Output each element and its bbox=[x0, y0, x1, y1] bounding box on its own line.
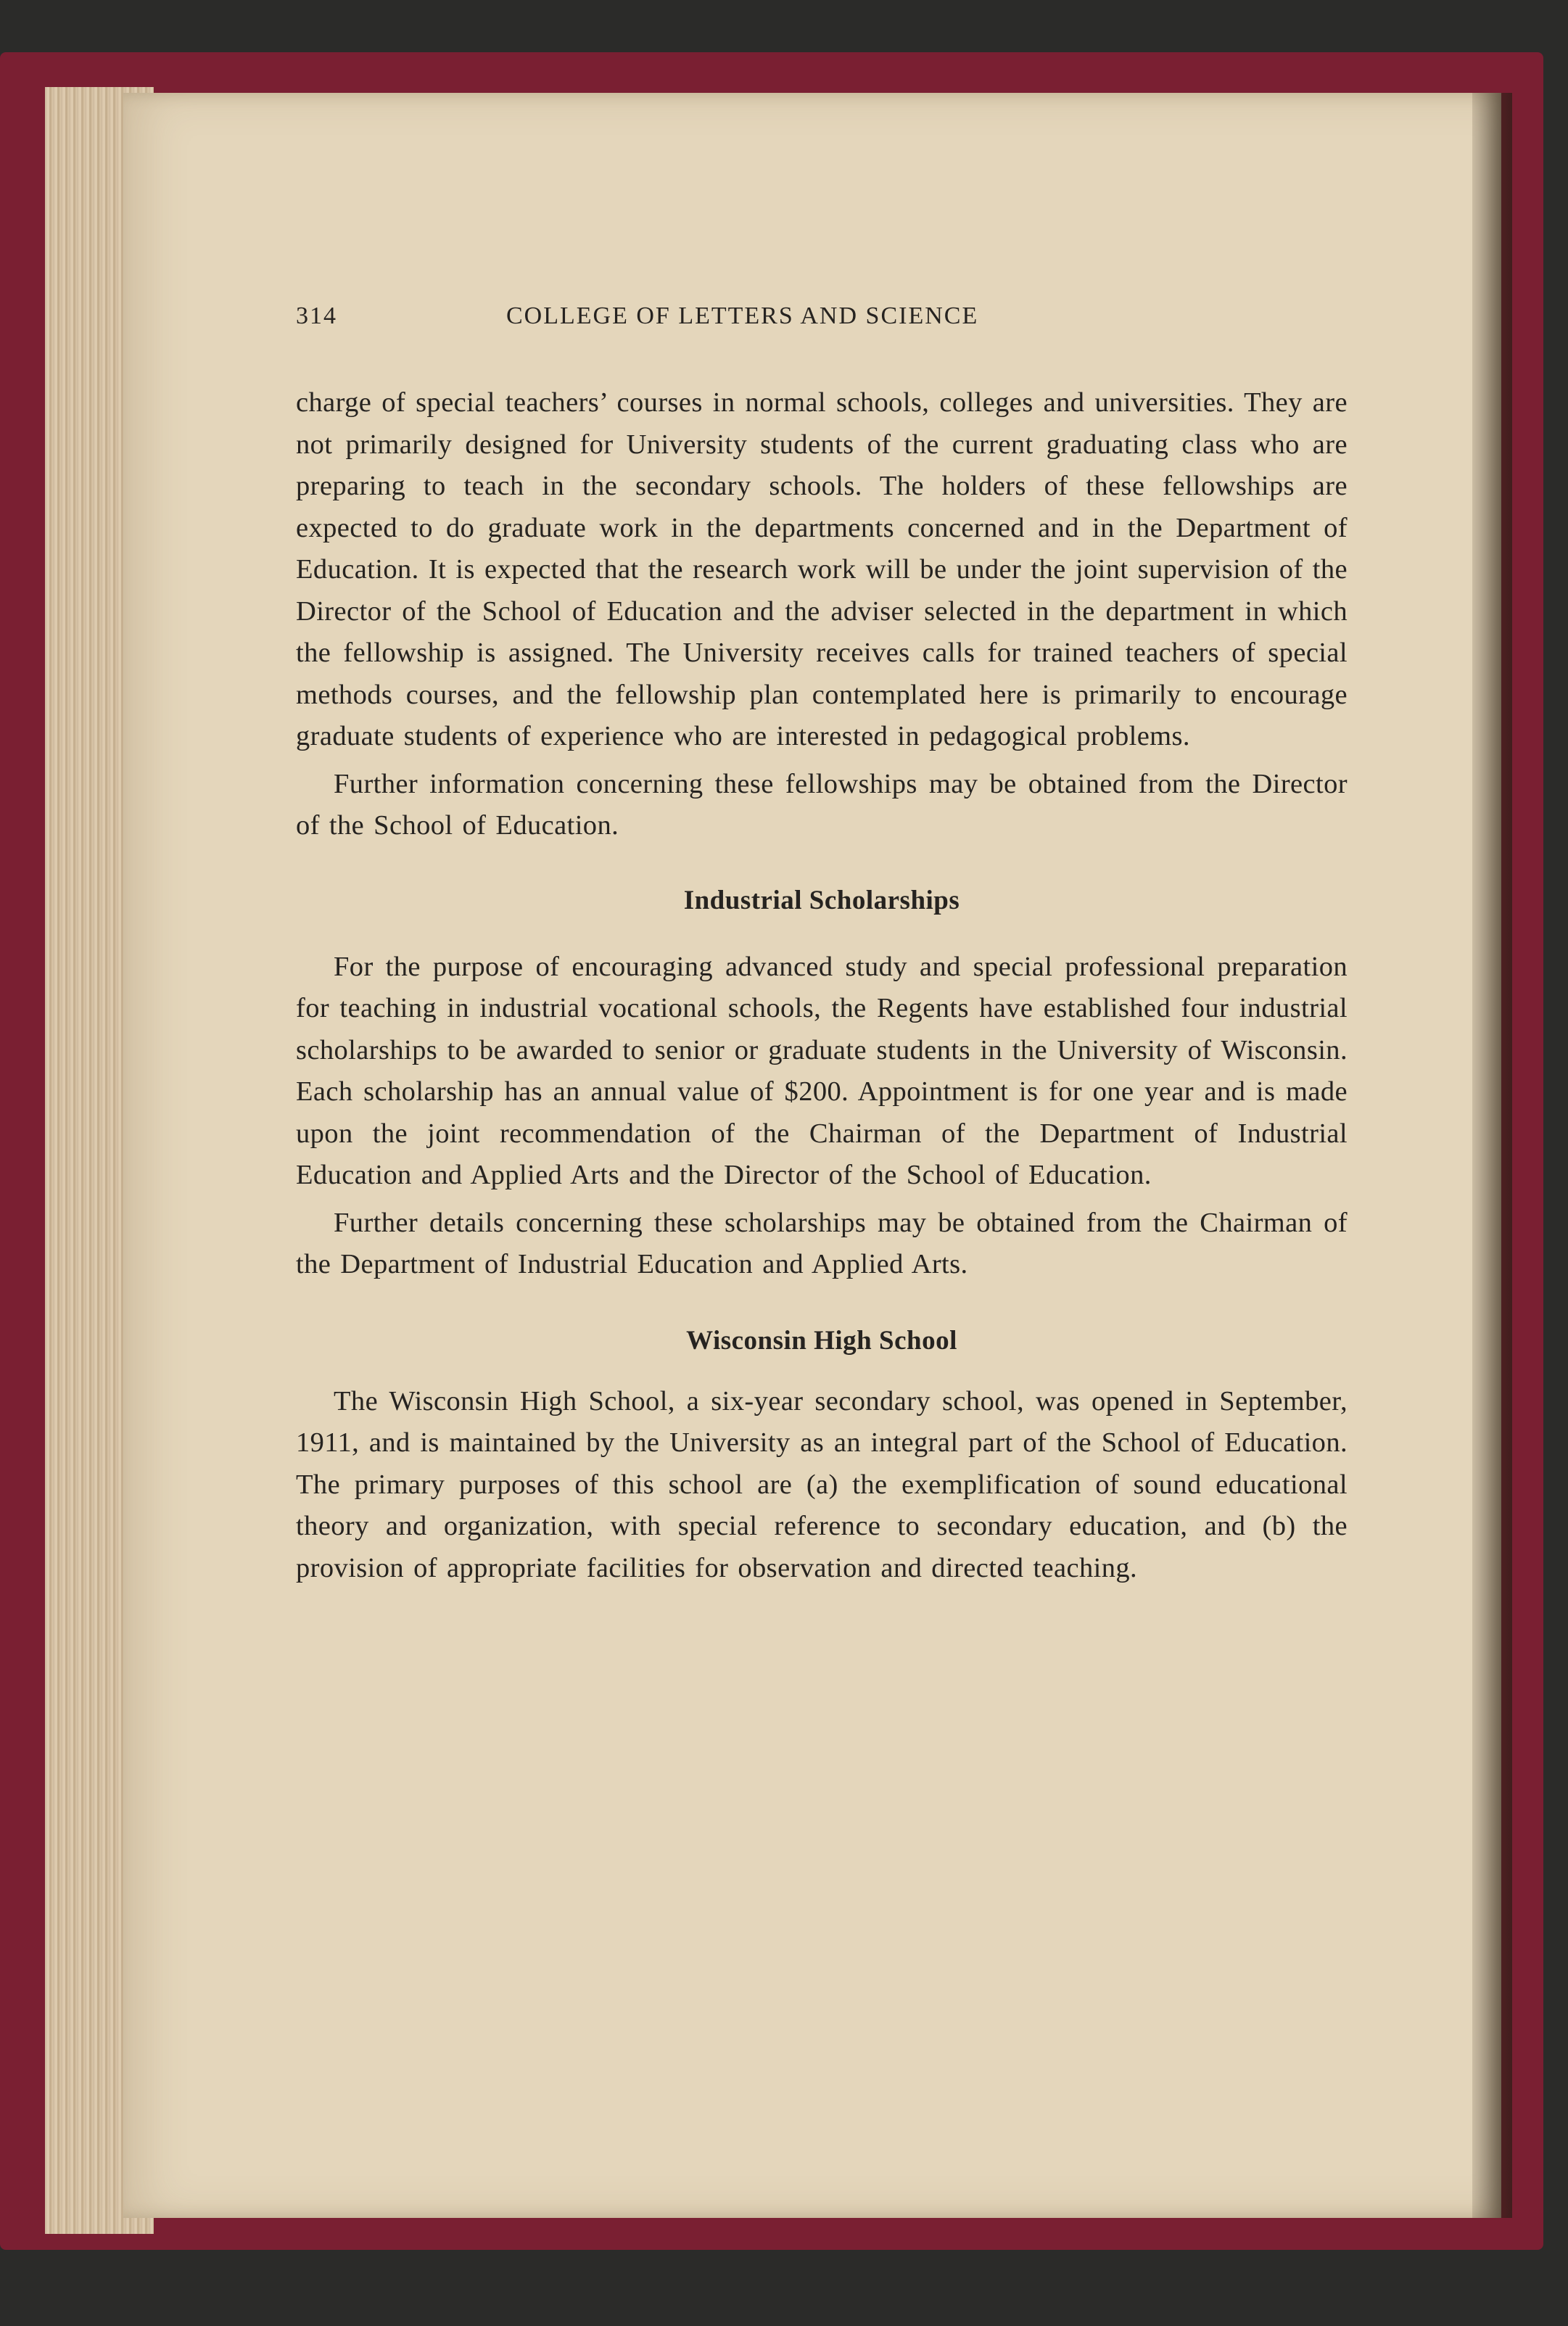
section-heading-wisconsin-high-school: Wisconsin High School bbox=[686, 1325, 957, 1356]
page-number: 314 bbox=[296, 302, 337, 329]
fellowship-paragraph: charge of special teachers’ courses in normal schools, colleges and universities. They are not primarily designed for University students of the current graduating class who are preparing to teach in the secondary schools. The holders of these fellowships are expected to do graduate work in the departments concerned and in the Department of Education. It is expected that the research work will be under the joint supervision of the Director of the School of Education and the adviser selected in the department in which the fellowship is assigned. The University receives calls for trained teachers of special methods courses, and the fellowship plan contemplated here is primarily to encourage graduate students of experience who are interested in pedagogical problems. bbox=[296, 387, 1348, 751]
fellowship-info-paragraph: Further information concerning these fellowships may be obtained from the Director of the School of Education. bbox=[296, 768, 1348, 841]
industrial-scholarships-paragraph: For the purpose of encouraging advanced study and special professional preparation for teaching in industrial vocational schools, the Regents have established four industrial scholarships to be awarded to senior or graduate students in the University of Wisconsin. Each scholarship has an annual value of $200. Appointment is for one year and is made upon the joint recommendation of the Chairman of the Department of Industrial Education and Applied Arts and the Director of the School of Education. bbox=[296, 951, 1348, 1190]
wisconsin-high-school-paragraph: The Wisconsin High School, a six-year secondary school, was opened in September, 1911, and is maintained by the University as an integral part of the School of Education. The primary purposes of this school are (a) the exemplification of sound educational theory and organization, with special reference to secondary education, and (b) the provision of appropriate facilities for observation and directed teaching. bbox=[296, 1385, 1348, 1583]
gutter-shadow bbox=[1472, 93, 1512, 2218]
section-heading-industrial-scholarships: Industrial Scholarships bbox=[683, 885, 960, 915]
page-text bbox=[296, 294, 1348, 1589]
running-head bbox=[296, 294, 1348, 337]
industrial-scholarships-details-paragraph: Further details concerning these scholarships may be obtained from the Chairman of the Department of Industrial Education and Applied Arts. bbox=[296, 1207, 1348, 1279]
running-title: COLLEGE OF LETTERS AND SCIENCE bbox=[506, 302, 979, 329]
